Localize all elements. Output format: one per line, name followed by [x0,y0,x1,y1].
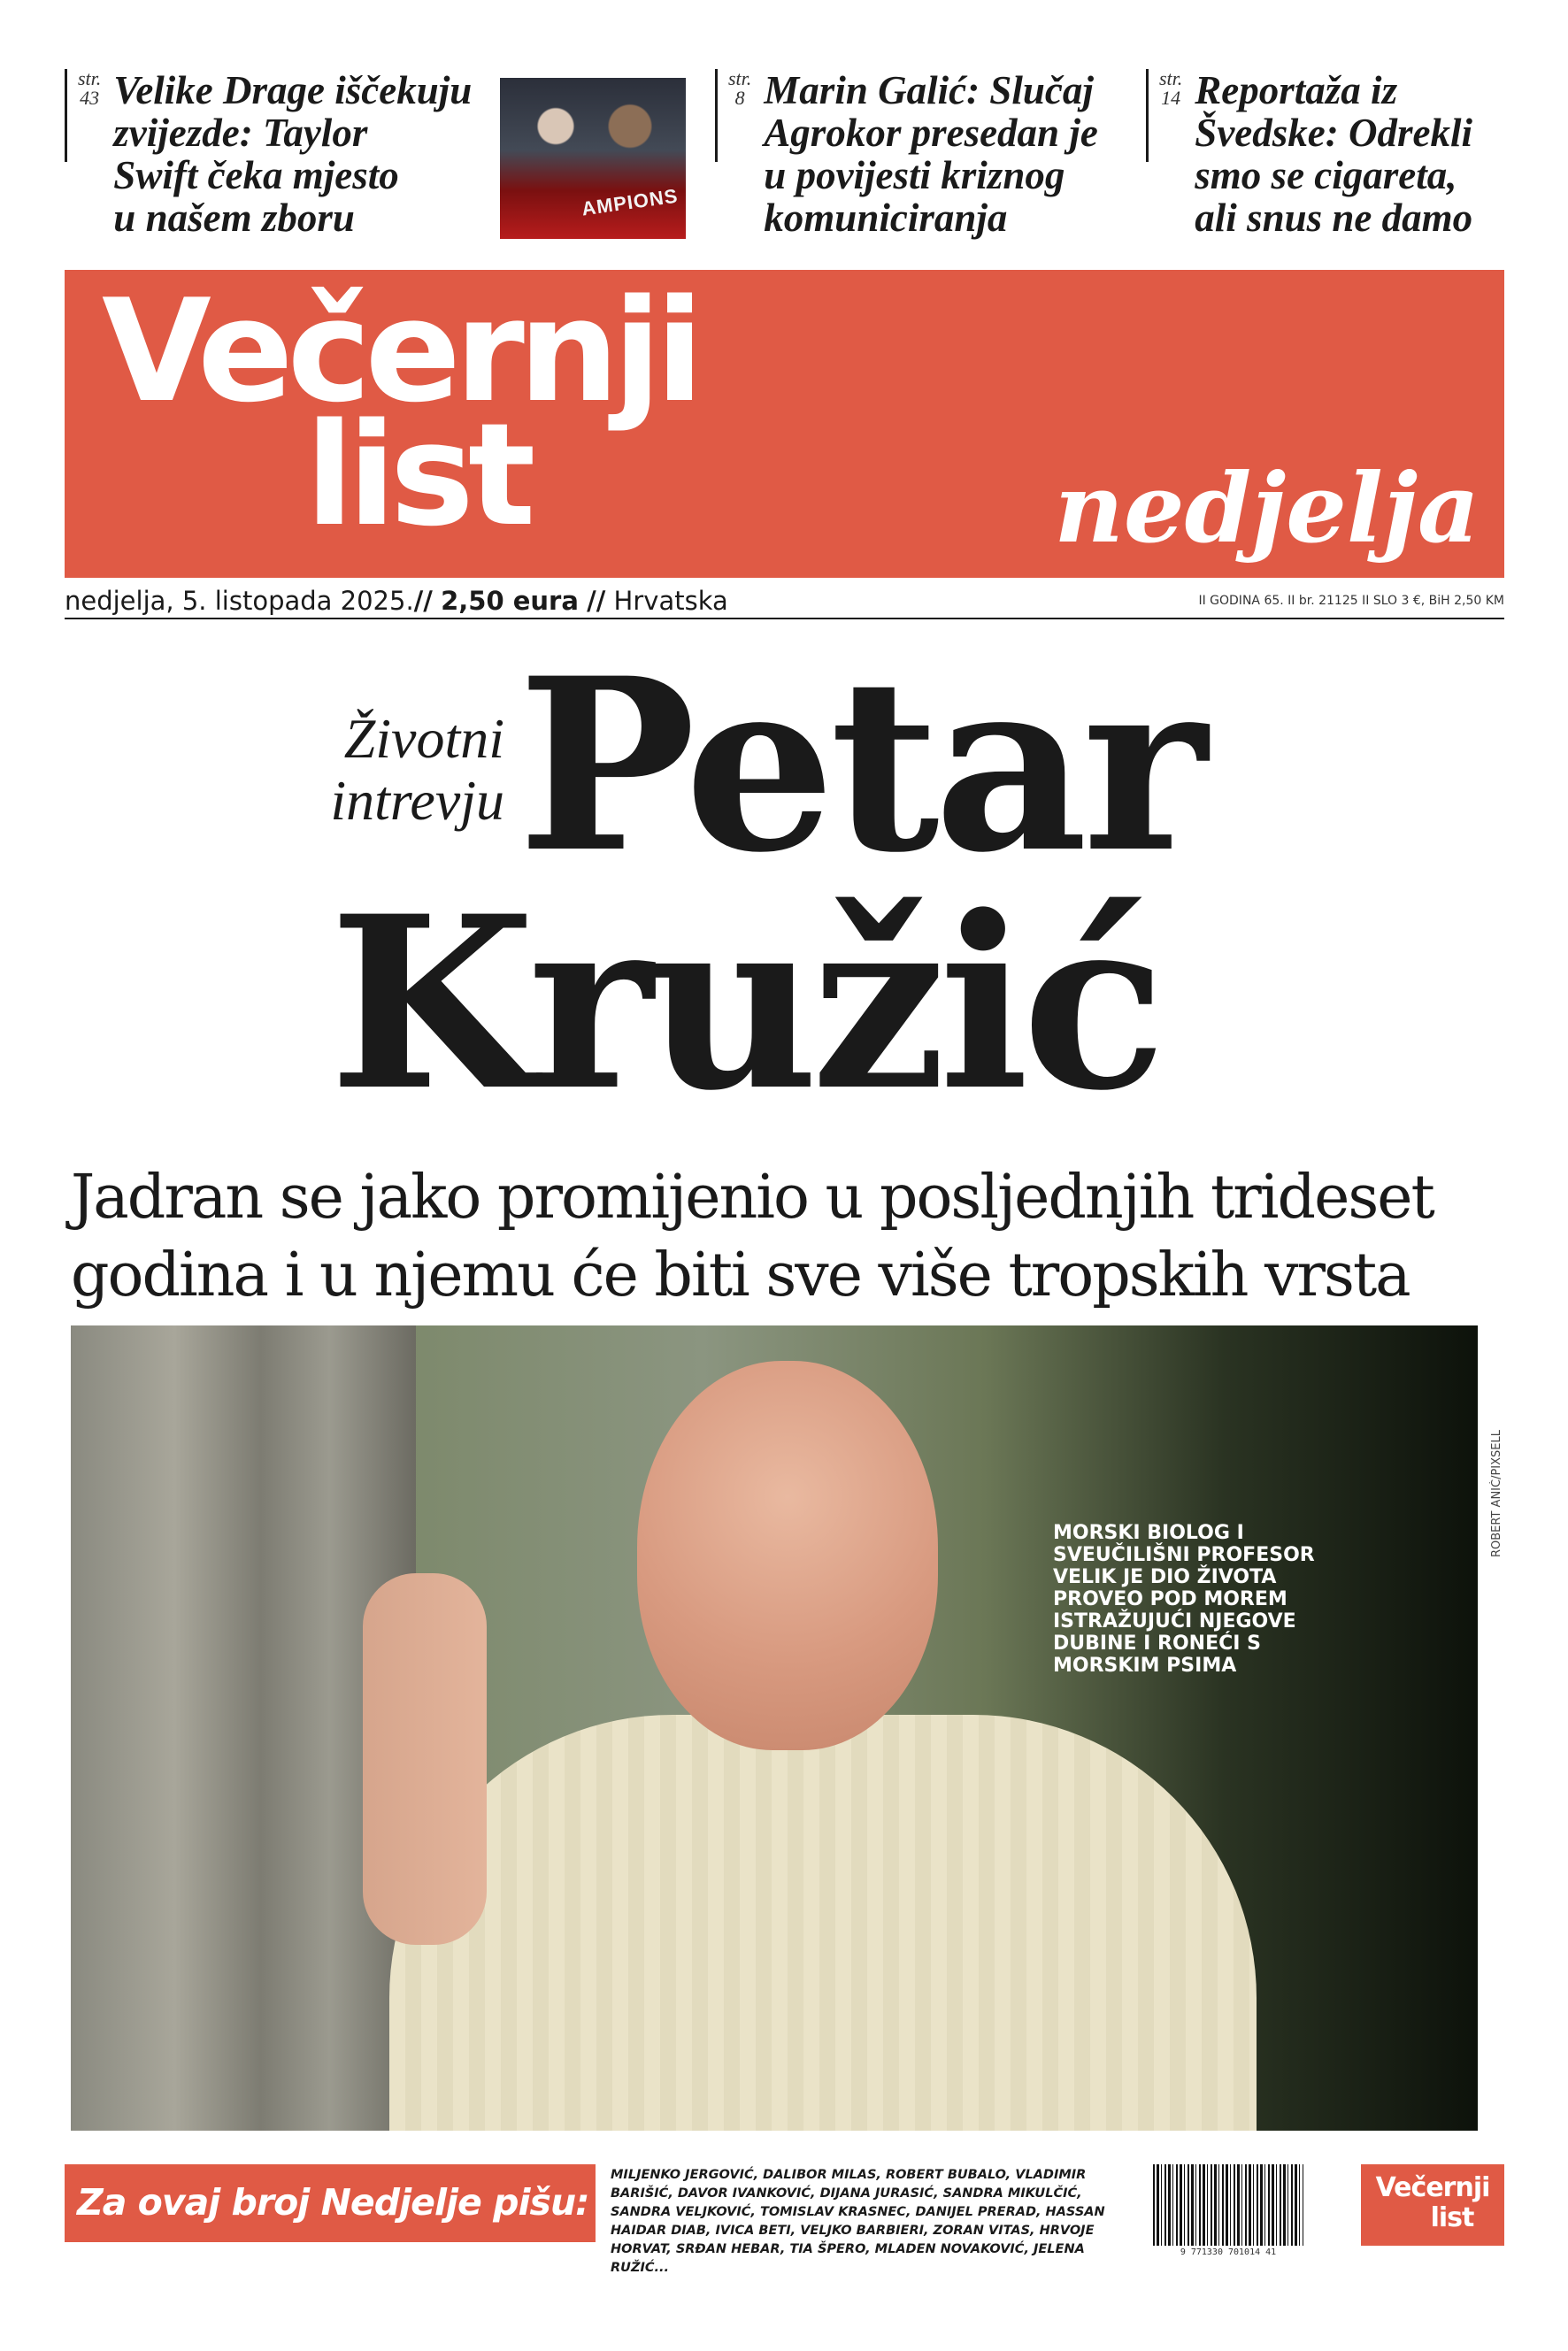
issue-date: nedjelja, 5. listopada 2025. [65,586,414,616]
teaser-title: Velike Drage iščekuju zvijezde: Taylor Swift čeka mjesto u našem zboru [113,68,473,240]
cover-photo[interactable] [71,1325,1478,2131]
teaser-page-ref: str. 14 [1146,69,1195,162]
logo-line-2: list [305,392,530,557]
photo-subject-shirt [389,1715,1257,2131]
contributors-band [65,2164,596,2242]
teaser-2[interactable] [715,69,1098,239]
issue-region: Hrvatska [613,586,728,616]
headline-last-name[interactable]: Kružić [329,864,1160,1143]
photo-subject-arm [363,1573,487,1945]
photo-blurb: MORSKI BIOLOG I SVEUČILIŠNI PROFESOR VELIK JE DIO ŽIVOTA PROVEO POD MOREM ISTRAŽUJUĆI NJEGOVE DUBINE I RONEĆI S MORSKIM PSIMA [1053,1522,1315,1677]
teaser-title: Marin Galić: Slučaj Agrokor presedan je u povijesti kriznog komuniciranja [764,68,1098,240]
contributors-heading: Za ovaj broj Nedjelje pišu: [77,2181,589,2224]
masthead-logo[interactable] [102,268,698,557]
separator: // [587,586,606,616]
teaser-title: Reportaža iz Švedske: Odrekli smo se cigareta, ali snus ne damo [1195,68,1473,240]
teaser-photo-caption: AMPIONS [580,184,680,220]
dateline-info [65,586,728,616]
teaser-page-ref: str. 43 [65,69,113,162]
logo-line-1: Večernji [102,268,698,434]
footer-logo[interactable]: Večernji list [1361,2164,1504,2246]
issue-price: 2,50 eura [441,586,579,616]
barcode-digits: 9 771330 701014 41 [1180,2247,1277,2257]
dateline [65,586,1504,619]
teaser-photo[interactable] [500,78,686,239]
masthead [65,270,1504,578]
teaser-page-ref: str. 8 [715,69,764,162]
teaser-3[interactable] [1146,69,1472,239]
headline-first-name[interactable]: Petar [518,626,1203,905]
headline-kicker: Životni intrevju [330,707,504,832]
contributors-list: MILJENKO JERGOVIĆ, DALIBOR MILAS, ROBERT BUBALO, VLADIMIR BARIŠIĆ, DAVOR IVANKOVIĆ, DIJANA JURASIĆ, SANDRA MIKULČIĆ, SANDRA VELJKOVIĆ, TOMISLAV KRASNEC, DANIJEL PRERAD, HASSAN HAIDAR DIAB, IVICA BETI, VELJKO BARBIERI, ZORAN VITAS, HRVOJE HORVAT, SRĐAN HEBAR, TIA ŠPERO, MLADEN NOVAKOVIĆ, JELENA RUŽIĆ... [611,2168,1105,2275]
teaser-1[interactable] [65,69,472,239]
photo-credit: ROBERT ANIĆ/PIXSELL [1490,1430,1503,1557]
edition-name: nedjelja [1054,453,1480,565]
headline-subhead[interactable]: Jadran se jako promijenio u posljednjih trideset godina i u njemu će biti sve više tropskih vrsta [71,1163,1433,1310]
barcode [1153,2164,1303,2246]
separator: // [413,586,433,616]
photo-subject-head [637,1361,938,1750]
issue-info: II GODINA 65. II br. 21125 II SLO 3 €, BiH 2,50 KM [1198,594,1504,608]
